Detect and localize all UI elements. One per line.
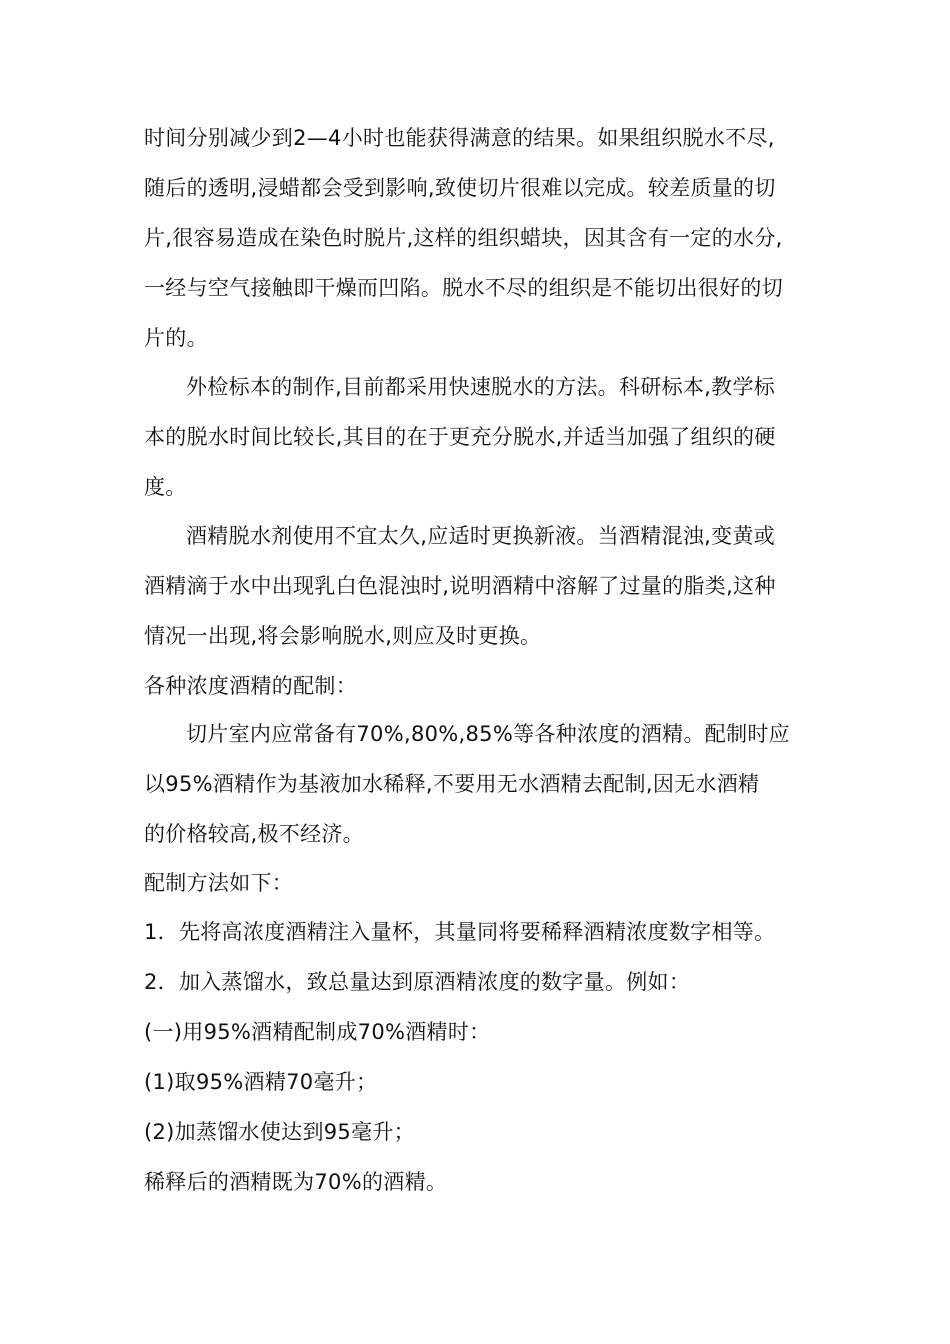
text-line: 以95%酒精作为基液加水稀释,不要用无水酒精去配制,因无水酒精 [144,772,760,796]
example-step: (1)取95%酒精70毫升； [144,1070,378,1094]
paragraph-first-line: 切片室内应常备有70%,80%,85%等各种浓度的酒精。配制时应 [186,722,790,746]
example-step: (2)加蒸馏水使达到95毫升； [144,1120,415,1144]
list-item: 2．加入蒸馏水，致总量达到原酒精浓度的数字量。例如： [144,970,691,994]
example-heading: (一)用95%酒精配制成70%酒精时： [144,1020,491,1044]
text-line: 稀释后的酒精既为70%的酒精。 [144,1170,448,1194]
text-line: 随后的透明,浸蜡都会受到影响,致使切片很难以完成。较差质量的切 [144,176,776,200]
text-line: 度。 [144,475,187,499]
text-line: 酒精滴于水中出现乳白色混浊时,说明酒精中溶解了过量的脂类,这种 [144,574,776,598]
text-line: 片,很容易造成在染色时脱片,这样的组织蜡块，因其含有一定的水分, [144,226,783,250]
text-line: 本的脱水时间比较长,其目的在于更充分脱水,并适当加强了组织的硬 [144,425,776,449]
text-line: 情况一出现,将会影响脱水,则应及时更换。 [144,624,542,648]
text-line: 片的。 [144,326,208,350]
section-heading: 配制方法如下： [144,871,294,895]
section-heading: 各种浓度酒精的配制： [144,674,357,698]
list-item: 1．先将高浓度酒精注入量杯，其量同将要稀释酒精浓度数字相等。 [144,920,776,944]
paragraph-first-line: 酒精脱水剂使用不宜太久,应适时更换新液。当酒精混浊,变黄或 [186,524,776,548]
text-line: 一经与空气接触即干燥而凹陷。脱水不尽的组织是不能切出很好的切 [144,276,783,300]
text-line: 时间分别减少到2—4小时也能获得满意的结果。如果组织脱水不尽, [144,126,775,150]
text-line: 的价格较高,极不经济。 [144,822,364,846]
paragraph-first-line: 外检标本的制作,目前都采用快速脱水的方法。科研标本,教学标 [186,375,776,399]
